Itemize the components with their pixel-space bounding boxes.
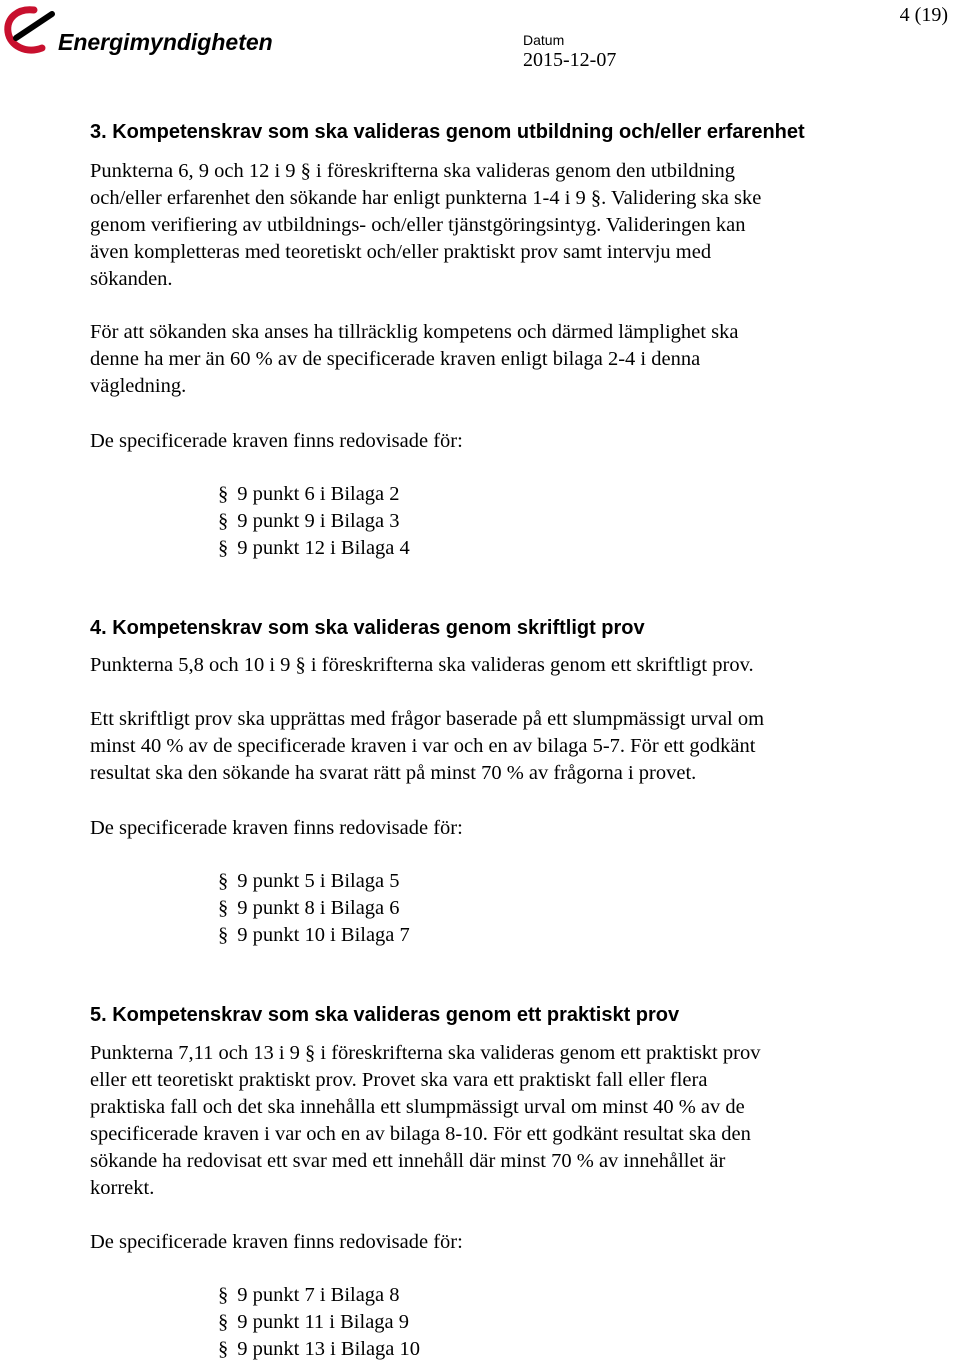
text-line: minst 40 % av de specificerade kraven i var och en av bilaga 5-7. För ett godkänt — [90, 735, 756, 757]
list-item: § 9 punkt 11 i Bilaga 9 — [218, 1311, 410, 1333]
text-line: även kompletteras med teoretiskt och/eller praktiskt prov samt intervju med — [90, 241, 712, 263]
text-line: resultat ska den sökande ha svarat rätt på minst 70 % av frågorna i provet. — [90, 762, 697, 784]
section-sign-icon: § — [218, 510, 229, 532]
section-4-list-intro: De specificerade kraven finns redovisade för: — [90, 817, 463, 839]
list-item: § 9 punkt 9 i Bilaga 3 — [218, 510, 400, 532]
section-4-paragraph-1 — [90, 652, 880, 679]
list-item: § 9 punkt 7 i Bilaga 8 — [218, 1284, 400, 1306]
section-sign-icon: § — [218, 870, 229, 892]
text-line: sökande ha redovisat ett svar med ett innehåll där minst 70 % av innehållet är — [90, 1150, 726, 1172]
logo-text: Energimyndigheten — [58, 29, 273, 55]
section-4-paragraph-2 — [90, 706, 880, 787]
list-item: § 9 punkt 8 i Bilaga 6 — [218, 897, 400, 919]
list-item: § 9 punkt 5 i Bilaga 5 — [218, 870, 400, 892]
text-line: Punkterna 6, 9 och 12 i 9 § i föreskrifterna ska valideras genom den utbildning — [90, 160, 736, 182]
text-line: praktiska fall och det ska innehålla ett slumpmässigt urval om minst 40 % av de — [90, 1096, 745, 1118]
date-value: 2015-12-07 — [523, 49, 617, 71]
text-line: korrekt. — [90, 1177, 155, 1199]
section-3-heading: 3. Kompetenskrav som ska valideras genom utbildning och/eller erfarenhet — [90, 121, 805, 143]
section-sign-icon: § — [218, 1338, 229, 1360]
list-item: § 9 punkt 12 i Bilaga 4 — [218, 537, 410, 559]
section-3-paragraph-1 — [90, 158, 880, 293]
section-5-list-intro: De specificerade kraven finns redovisade för: — [90, 1231, 463, 1253]
section-sign-icon: § — [218, 897, 229, 919]
logo-swoosh-icon — [4, 4, 273, 62]
text-line: specificerade kraven i var och en av bilaga 8-10. För ett godkänt resultat ska den — [90, 1123, 751, 1145]
text-line: Punkterna 7,11 och 13 i 9 § i föreskrifterna ska valideras genom ett praktiskt prov — [90, 1042, 761, 1064]
section-sign-icon: § — [218, 1311, 229, 1333]
text-line: Punkterna 5,8 och 10 i 9 § i föreskrifterna ska valideras genom ett skriftligt prov. — [90, 654, 754, 676]
section-sign-icon: § — [218, 483, 229, 505]
text-line: Ett skriftligt prov ska upprättas med frågor baserade på ett slumpmässigt urval om — [90, 708, 765, 730]
section-5-heading: 5. Kompetenskrav som ska valideras genom ett praktiskt prov — [90, 1004, 680, 1026]
text-line: genom verifiering av utbildnings- och/eller tjänstgöringsintyg. Valideringen kan — [90, 214, 746, 236]
text-line: vägledning. — [90, 375, 187, 397]
list-item: § 9 punkt 13 i Bilaga 10 — [218, 1338, 421, 1360]
energimyndigheten-logo — [4, 4, 273, 62]
section-sign-icon: § — [218, 924, 229, 946]
section-4-heading: 4. Kompetenskrav som ska valideras genom skriftligt prov — [90, 617, 645, 639]
section-5-paragraph-1 — [90, 1040, 880, 1202]
section-3-list-intro: De specificerade kraven finns redovisade för: — [90, 430, 463, 452]
text-line: denne ha mer än 60 % av de specificerade kraven enligt bilaga 2-4 i denna — [90, 348, 701, 370]
text-line: sökanden. — [90, 268, 173, 290]
date-label: Datum — [523, 32, 565, 48]
section-3-paragraph-2 — [90, 319, 880, 400]
list-item: § 9 punkt 6 i Bilaga 2 — [218, 483, 400, 505]
page-number: 4 (19) — [899, 4, 948, 26]
text-line: eller ett teoretiskt praktiskt prov. Provet ska vara ett praktiskt fall eller flera — [90, 1069, 708, 1091]
section-sign-icon: § — [218, 1284, 229, 1306]
section-sign-icon: § — [218, 537, 229, 559]
text-line: För att sökanden ska anses ha tillräcklig kompetens och därmed lämplighet ska — [90, 321, 739, 343]
list-item: § 9 punkt 10 i Bilaga 7 — [218, 924, 410, 946]
text-line: och/eller erfarenhet den sökande har enligt punkterna 1-4 i 9 §. Validering ska ske — [90, 187, 762, 209]
